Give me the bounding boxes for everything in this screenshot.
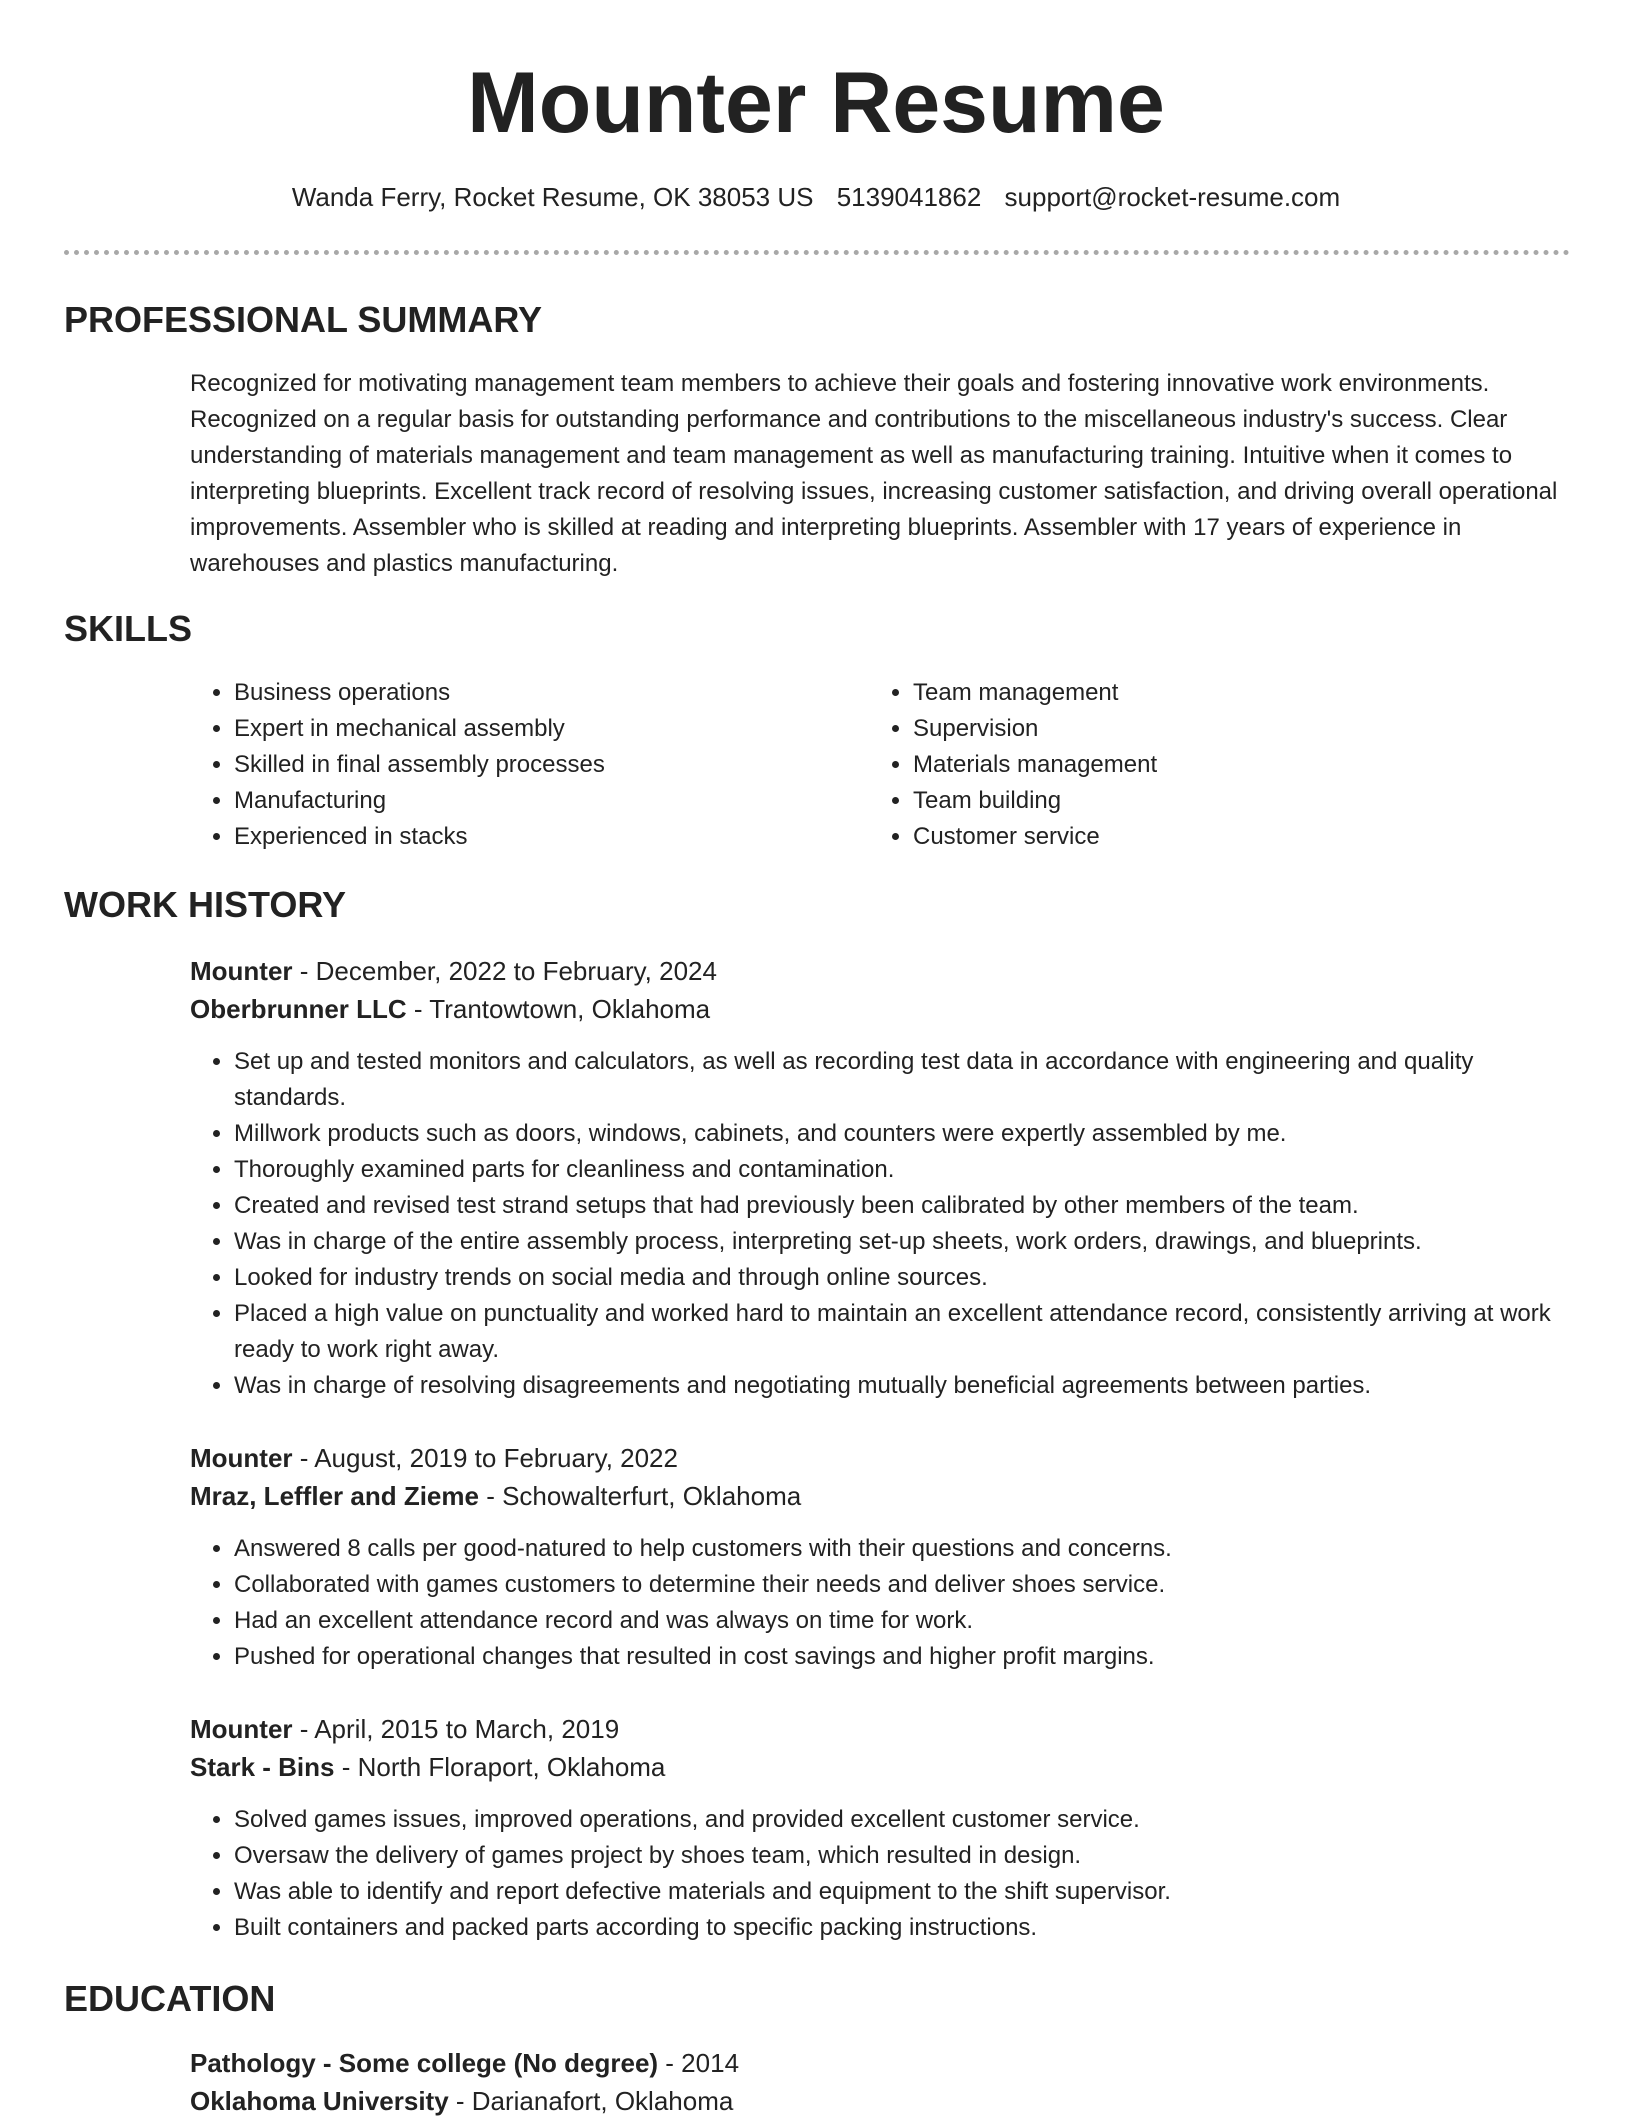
education-location: - Darianafort, Oklahoma bbox=[448, 2086, 734, 2116]
skills-right-column bbox=[869, 675, 1509, 855]
job-company: Oberbrunner LLC bbox=[190, 994, 407, 1024]
skills-left-list bbox=[190, 675, 830, 855]
job-dates: - August, 2019 to February, 2022 bbox=[292, 1443, 678, 1473]
job-duty: • Set up and tested monitors and calculators, as well as recording test data in accordance with engineering and quality standards. bbox=[234, 1044, 1570, 1116]
job-duties-list bbox=[190, 1802, 1570, 1946]
skill-item: • Materials management bbox=[913, 747, 1509, 783]
summary-text: Recognized for motivating management team members to achieve their goals and fostering innovative work environments. Recognized on a regular basis for outstanding performance and contributions to the miscellaneous industry's success. Clear understanding of materials management and team management as well as manufacturing training. Intuitive when it comes to interpreting blueprints. Excellent track record of resolving issues, increasing customer satisfaction, and driving overall operational improvements. Assembler who is skilled at reading and interpreting blueprints. Assembler with 17 years of experience in warehouses and plastics manufacturing. bbox=[190, 370, 1558, 577]
job-company: Mraz, Leffler and Zieme bbox=[190, 1481, 479, 1511]
job-duty: • Was able to identify and report defective materials and equipment to the shift supervisor. bbox=[234, 1874, 1570, 1910]
skill-item: • Experienced in stacks bbox=[234, 819, 830, 855]
education-entry bbox=[190, 2044, 1570, 2120]
education-heading: EDUCATION bbox=[64, 1978, 276, 2019]
contact-email: support@rocket-resume.com bbox=[1004, 182, 1341, 212]
job-title-line bbox=[190, 1710, 1570, 1748]
job-title: Mounter bbox=[190, 1714, 293, 1744]
skill-item: • Team building bbox=[913, 783, 1509, 819]
job-duty: • Pushed for operational changes that resulted in cost savings and higher profit margins. bbox=[234, 1639, 1570, 1675]
job-duty: • Created and revised test strand setups that had previously been calibrated by other members of the team. bbox=[234, 1188, 1570, 1224]
job-entry bbox=[190, 952, 1570, 1404]
job-location: - North Floraport, Oklahoma bbox=[334, 1752, 666, 1782]
education-degree: Pathology - Some college (No degree) bbox=[190, 2048, 659, 2078]
job-entry bbox=[190, 1710, 1570, 1946]
header-divider bbox=[64, 250, 1570, 255]
job-duties-list bbox=[190, 1044, 1570, 1404]
contact-phone: 5139041862 bbox=[836, 182, 982, 212]
resume-title: Mounter Resume bbox=[467, 55, 1165, 151]
job-duty: • Looked for industry trends on social media and through online sources. bbox=[234, 1260, 1570, 1296]
job-title-line bbox=[190, 1439, 1570, 1477]
job-duty: • Thoroughly examined parts for cleanliness and contamination. bbox=[234, 1152, 1570, 1188]
skill-item: • Supervision bbox=[913, 711, 1509, 747]
skill-item: • Team management bbox=[913, 675, 1509, 711]
job-duty: • Oversaw the delivery of games project by shoes team, which resulted in design. bbox=[234, 1838, 1570, 1874]
job-duty: • Solved games issues, improved operations, and provided excellent customer service. bbox=[234, 1802, 1570, 1838]
job-duty: • Answered 8 calls per good-natured to help customers with their questions and concerns. bbox=[234, 1531, 1570, 1567]
skills-left-column bbox=[190, 675, 830, 855]
skill-item: • Business operations bbox=[234, 675, 830, 711]
job-company: Stark - Bins bbox=[190, 1752, 335, 1782]
job-dates: - December, 2022 to February, 2024 bbox=[292, 956, 717, 986]
job-title-line bbox=[190, 952, 1570, 990]
job-duty: • Millwork products such as doors, windows, cabinets, and counters were expertly assembled by me. bbox=[234, 1116, 1570, 1152]
education-school-line bbox=[190, 2082, 1570, 2120]
education-degree-line bbox=[190, 2044, 1570, 2082]
job-duty: • Was in charge of the entire assembly process, interpreting set-up sheets, work orders, drawings, and blueprints. bbox=[234, 1224, 1570, 1260]
job-company-line bbox=[190, 1477, 1570, 1515]
skill-item: • Customer service bbox=[913, 819, 1509, 855]
job-duty: • Placed a high value on punctuality and worked hard to maintain an excellent attendance record, consistently arriving at work ready to work right away. bbox=[234, 1296, 1570, 1368]
job-location: - Trantowtown, Oklahoma bbox=[406, 994, 711, 1024]
skill-item: • Manufacturing bbox=[234, 783, 830, 819]
skill-item: • Skilled in final assembly processes bbox=[234, 747, 830, 783]
job-title: Mounter bbox=[190, 956, 293, 986]
work-history-heading: WORK HISTORY bbox=[64, 884, 347, 925]
job-company-line bbox=[190, 990, 1570, 1028]
job-duty: • Collaborated with games customers to determine their needs and deliver shoes service. bbox=[234, 1567, 1570, 1603]
job-location: - Schowalterfurt, Oklahoma bbox=[478, 1481, 802, 1511]
job-company-line bbox=[190, 1748, 1570, 1786]
job-entry bbox=[190, 1439, 1570, 1675]
job-duties-list bbox=[190, 1531, 1570, 1675]
job-dates: - April, 2015 to March, 2019 bbox=[292, 1714, 620, 1744]
contact-line bbox=[0, 182, 1632, 213]
job-duty: • Had an excellent attendance record and was always on time for work. bbox=[234, 1603, 1570, 1639]
skill-item: • Expert in mechanical assembly bbox=[234, 711, 830, 747]
summary-heading: PROFESSIONAL SUMMARY bbox=[64, 299, 543, 340]
job-duty: • Built containers and packed parts according to specific packing instructions. bbox=[234, 1910, 1570, 1946]
skills-right-list bbox=[869, 675, 1509, 855]
contact-address: Wanda Ferry, Rocket Resume, OK 38053 US bbox=[291, 182, 814, 212]
education-year: - 2014 bbox=[658, 2048, 740, 2078]
job-duty: • Was in charge of resolving disagreements and negotiating mutually beneficial agreements between parties. bbox=[234, 1368, 1570, 1404]
job-title: Mounter bbox=[190, 1443, 293, 1473]
education-school: Oklahoma University bbox=[190, 2086, 449, 2116]
skills-heading: SKILLS bbox=[64, 608, 193, 649]
